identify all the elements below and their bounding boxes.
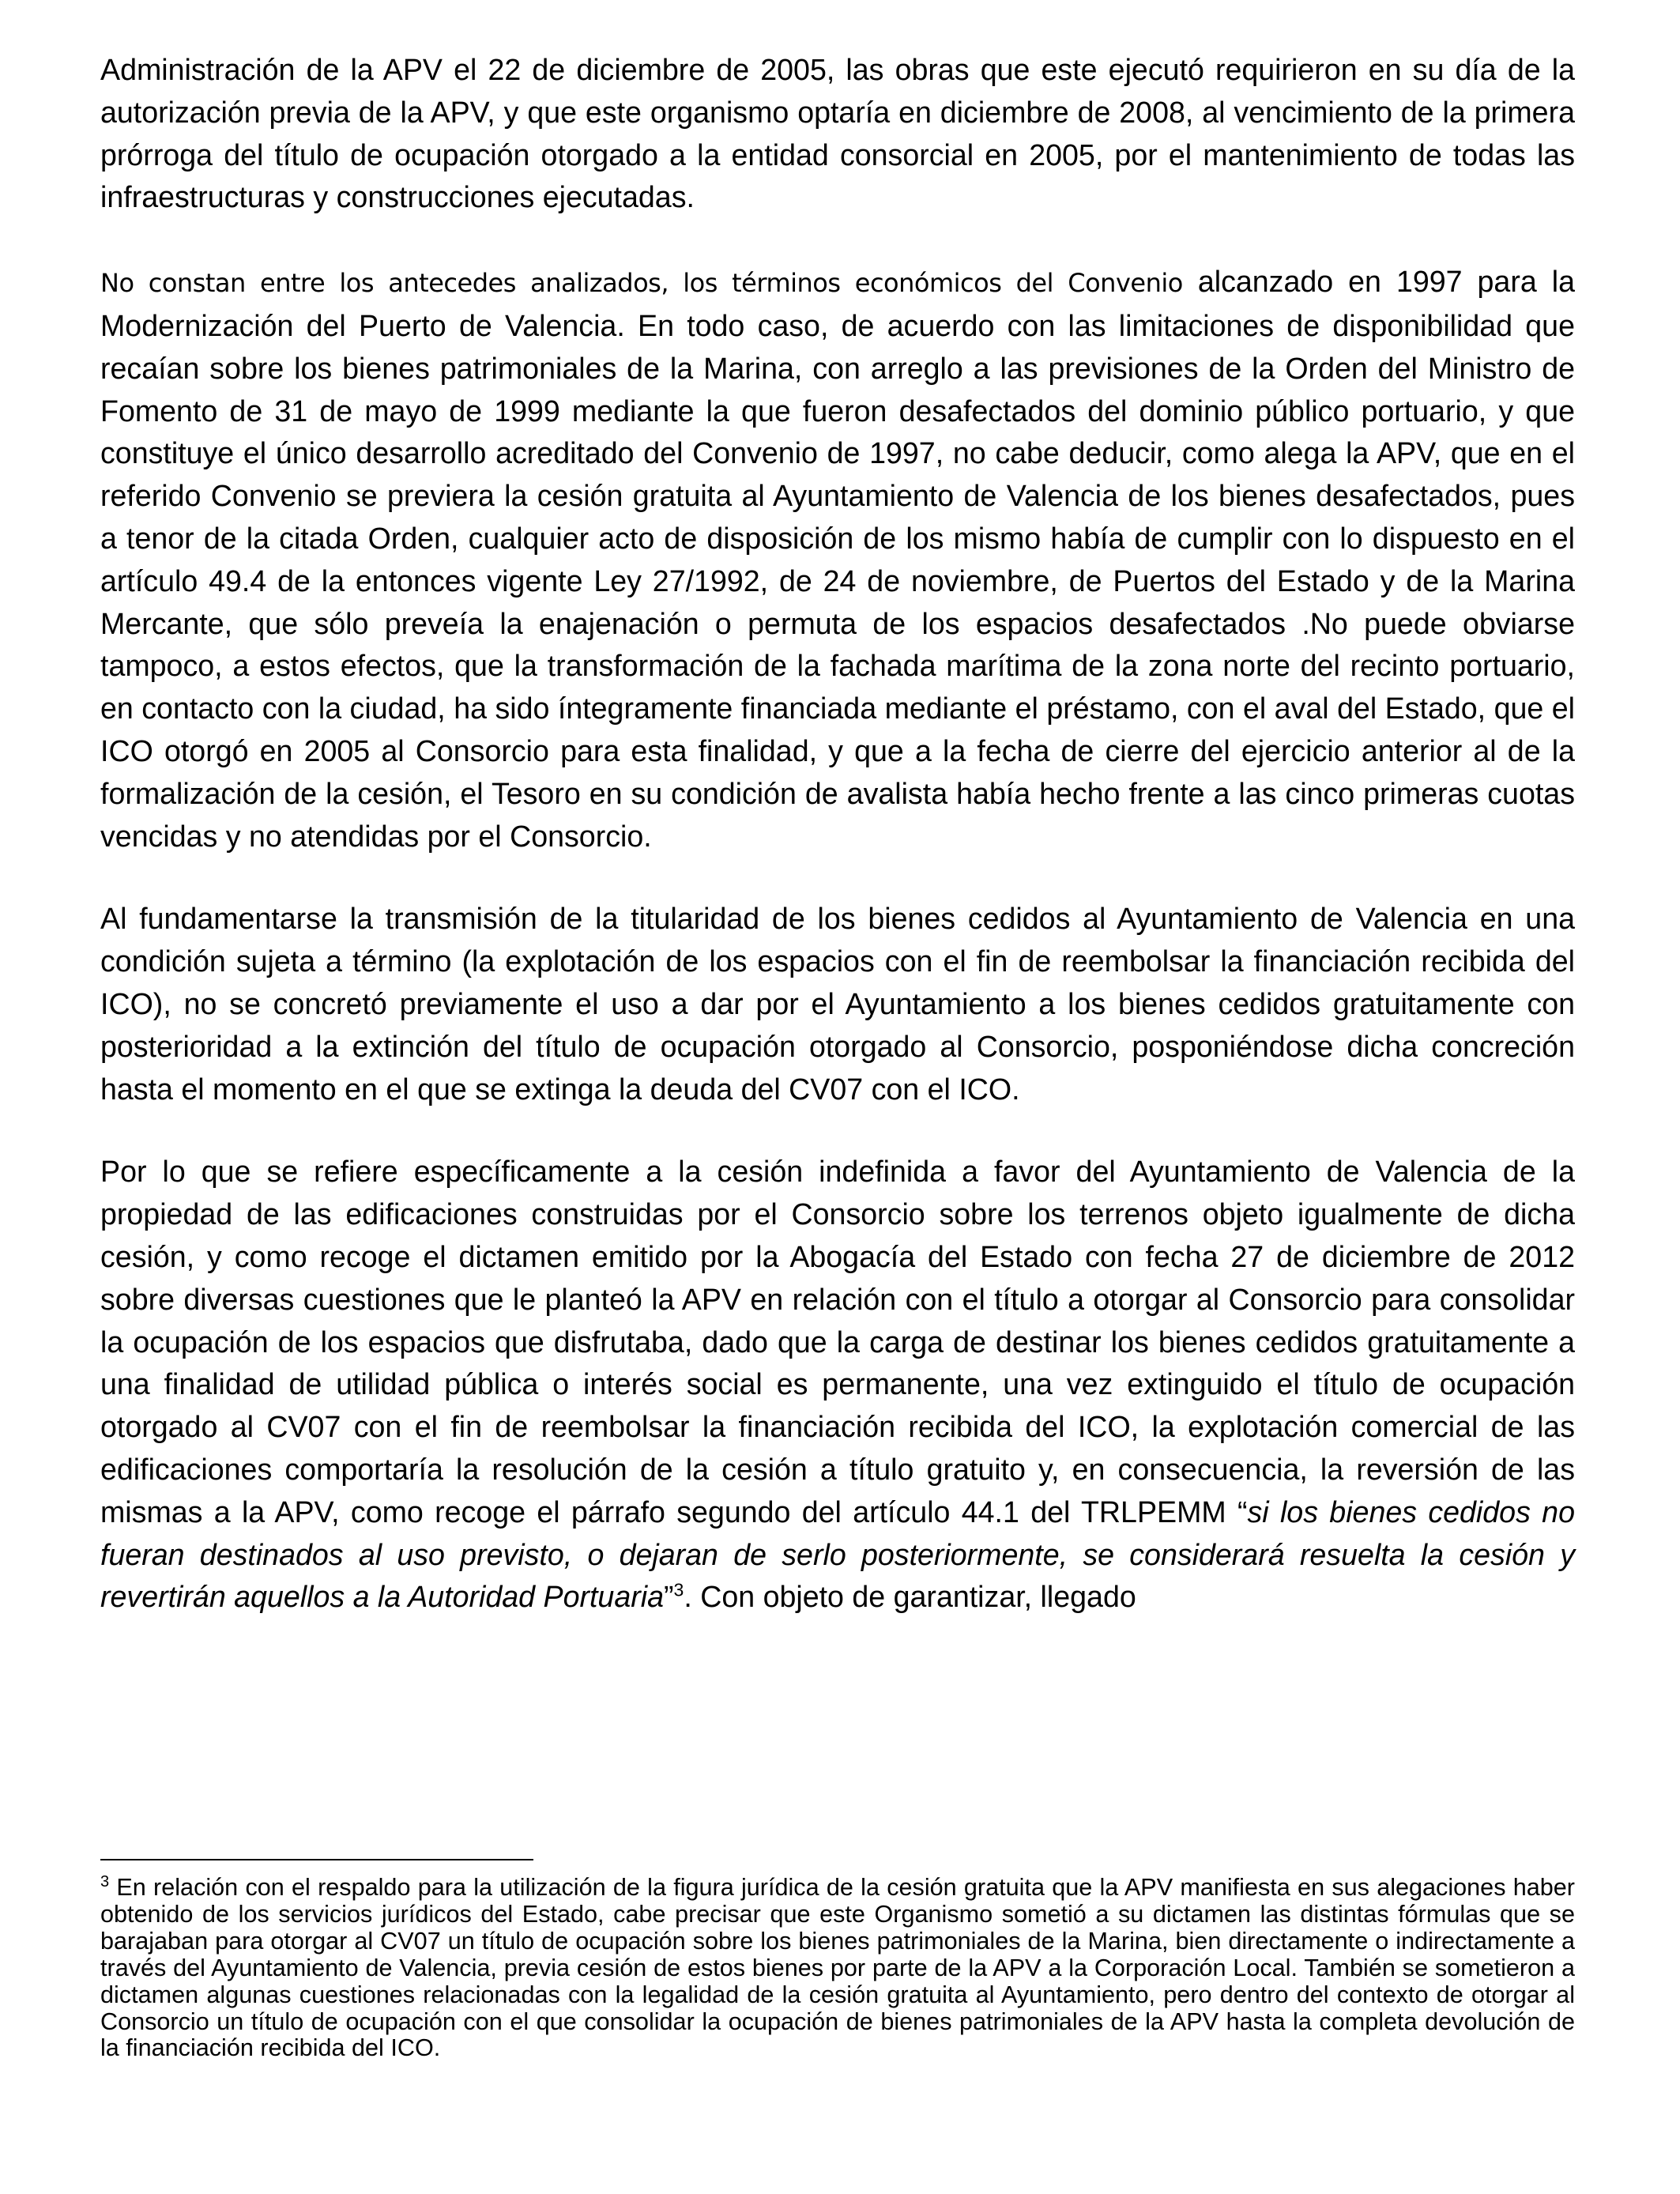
footnote bbox=[100, 1872, 1575, 2062]
footnote-reference[interactable]: 3 bbox=[673, 1579, 684, 1600]
paragraph-4-quote: si los bienes cedidos no fueran destinados al uso previsto, o dejaran de serlo posteriormente, se considerará resuelta la cesión y revertirán aquellos a la Autoridad Portuaria bbox=[100, 1495, 1575, 1614]
paragraph-2 bbox=[100, 261, 1575, 858]
document-body bbox=[100, 49, 1575, 1619]
paragraph-1 bbox=[100, 49, 1575, 219]
paragraph-4-text-end: . Con objeto de garantizar, llegado bbox=[684, 1580, 1136, 1614]
paragraph-4-text-start: Por lo que se refiere específicamente a la cesión indefinida a favor del Ayuntamiento de Valencia de la propiedad de las edificaciones construidas por el Consorcio sobre los terrenos objeto igualmente de dicha cesión, y como recoge el dictamen emitido por la Abogacía del Estado con fecha 27 de diciembre de 2012 sobre diversas cuestiones que le planteó la APV en relación con el título a otorgar al Consorcio para consolidar la ocupación de los espacios que disfrutaba, dado que la carga de destinar los bienes cedidos gratuitamente a una finalidad de utilidad pública o interés social es permanente, una vez extinguido el título de ocupación otorgado al CV07 con el fin de reembolsar la financiación recibida del ICO, la explotación comercial de las edificaciones comportaría la resolución de la cesión a título gratuito y, en consecuencia, la reversión de las mismas a la APV, como recoge el párrafo segundo del artículo 44.1 del TRLPEMM “ bbox=[100, 1155, 1575, 1529]
paragraph-2-text: alcanzado en 1997 para la Modernización del Puerto de Valencia. En todo caso, de acuerdo con las limitaciones de disponibilidad que recaían sobre los bienes patrimoniales de la Marina, con arreglo a las previsiones de la Orden del Ministro de Fomento de 31 de mayo de 1999 mediante la que fueron desafectados del dominio público portuario, y que constituye el único desarrollo acreditado del Convenio de 1997, no cabe deducir, como alega la APV, que en el referido Convenio se previera la cesión gratuita al Ayuntamiento de Valencia de los bienes desafectados, pues a tenor de la citada Orden, cualquier acto de disposición de los mismo había de cumplir con lo dispuesto en el artículo 49.4 de la entonces vigente Ley 27/1992, de 24 de noviembre, de Puertos del Estado y de la Marina Mercante, que sólo preveía la enajenación o permuta de los espacios desafectados .No puede obviarse tampoco, a estos efectos, que la transformación de la fachada marítima de la zona norte del recinto portuario, en contacto con la ciudad, ha sido íntegramente financiada mediante el préstamo, con el aval del Estado, que el ICO otorgó en 2005 al Consorcio para esta finalidad, y que a la fecha de cierre del ejercicio anterior al de la formalización de la cesión, el Tesoro en su condición de avalista había hecho frente a las cinco primeras cuotas vencidas y no atendidas por el Consorcio. bbox=[100, 265, 1575, 853]
paragraph-4 bbox=[100, 1151, 1575, 1619]
paragraph-3-text: Al fundamentarse la transmisión de la titularidad de los bienes cedidos al Ayuntamiento de Valencia en una condición sujeta a término (la explotación de los espacios con el fin de reembolsar la financiación recibida del ICO), no se concretó previamente el uso a dar por el Ayuntamiento a los bienes cedidos gratuitamente con posterioridad a la extinción del título de ocupación otorgado al Consorcio, posponiéndose dicha concreción hasta el momento en el que se extinga la deuda del CV07 con el ICO. bbox=[100, 902, 1575, 1106]
paragraph-1-text: Administración de la APV el 22 de diciembre de 2005, las obras que este ejecutó requirieron en su día de la autorización previa de la APV, y que este organismo optaría en diciembre de 2008, al vencimiento de la primera prórroga del título de ocupación otorgado a la entidad consorcial en 2005, por el mantenimiento de todas las infraestructuras y construcciones ejecutadas. bbox=[100, 53, 1575, 214]
paragraph-3 bbox=[100, 898, 1575, 1110]
footnote-text: En relación con el respaldo para la utilización de la figura jurídica de la cesión gratuita que la APV manifiesta en sus alegaciones haber obtenido de los servicios jurídicos del Estado, cabe precisar que este Organismo sometió a su dictamen las distintas fórmulas que se barajaban para otorgar al CV07 un título de ocupación sobre los bienes patrimoniales de la Marina, bien directamente o indirectamente a través del Ayuntamiento de Valencia, previa cesión de estos bienes por parte de la APV a la Corporación Local. También se sometieron a dictamen algunas cuestiones relacionadas con la legalidad de la cesión gratuita al Ayuntamiento, pero dentro del contexto de otorgar al Consorcio un título de ocupación con el que consolidar la ocupación de bienes patrimoniales de la APV hasta la completa devolución de la financiación recibida del ICO. bbox=[100, 1874, 1575, 2062]
footnote-number: 3 bbox=[100, 1872, 110, 1891]
paragraph-2-lead: No constan entre los antecedes analizados, los términos económicos del Convenio bbox=[100, 268, 1183, 299]
footnote-separator bbox=[100, 1859, 533, 1860]
paragraph-4-close-quote: ” bbox=[664, 1580, 674, 1614]
